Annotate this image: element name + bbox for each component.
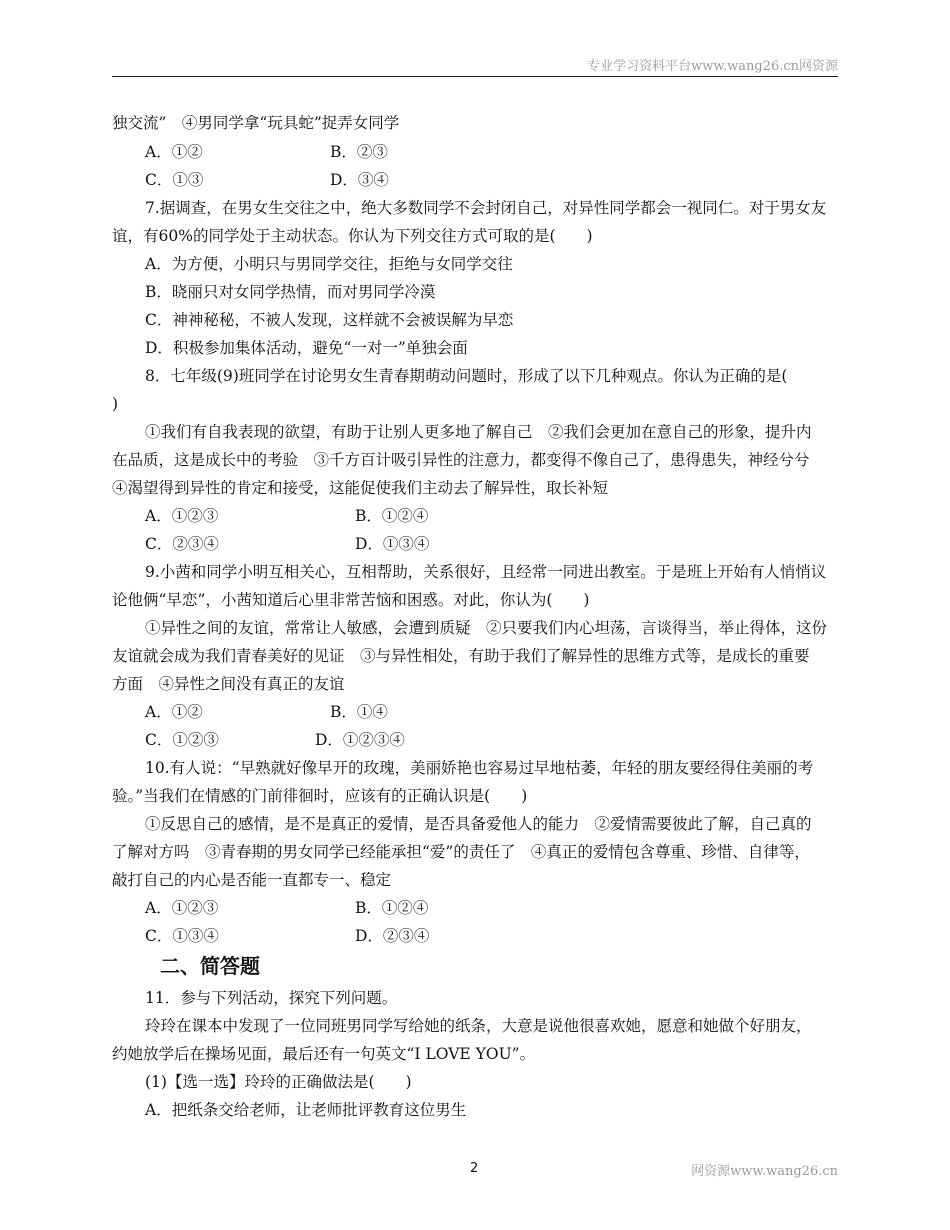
text-line: ①我们有自我表现的欲望，有助于让别人更多地了解自己 ②我们会更加在意自己的形象，提升内	[145, 423, 812, 441]
sub-question: (1)【选一选】玲玲的正确做法是( )	[145, 1073, 412, 1091]
text-line: 论他俩“早恋”，小茜知道后心里非常苦恼和困惑。对此，你认为( )	[112, 591, 590, 609]
q7-option-a: A．为方便，小明只与男同学交往，拒绝与女同学交往	[145, 255, 513, 273]
text-line: 在品质，这是成长中的考验 ③千方百计吸引异性的注意力，都变得不像自己了，患得患失，神经兮兮	[112, 451, 810, 469]
q7-option-d: D．积极参加集体活动，避免“一对一”单独会面	[145, 339, 468, 357]
text-line: )	[112, 395, 119, 413]
question-9: 9.小茜和同学小明互相关心，互相帮助，关系很好，且经常一同进出教室。于是班上开始有人悄悄议	[145, 563, 827, 581]
question-8: 8．七年级(9)班同学在讨论男女生青春期萌动问题时，形成了以下几种观点。你认为正确的是(	[145, 367, 788, 385]
q9-option-c: C．①②③	[145, 731, 219, 749]
header-rule	[112, 76, 838, 77]
q6-option-a: A．①②	[145, 143, 203, 161]
q7-option-b: B．晓丽只对女同学热情，而对男同学冷漠	[145, 283, 436, 301]
text-line: 友谊就会成为我们青春美好的见证 ③与异性相处，有助于我们了解异性的思维方式等，是成长的重要	[112, 647, 810, 665]
text-line: ④渴望得到异性的肯定和接受，这能促使我们主动去了解异性，取长补短	[112, 479, 609, 497]
q9-option-a: A．①②	[145, 703, 203, 721]
question-7: 7.据调查，在男女生交往之中，绝大多数同学不会封闭自己，对异性同学都会一视同仁。对于男女友	[145, 199, 827, 217]
text-line: 方面 ④异性之间没有真正的友谊	[112, 675, 345, 693]
q7-option-c: C．神神秘秘，不被人发现，这样就不会被误解为早恋	[145, 311, 514, 329]
text-line: 了解对方吗 ③青春期的男女同学已经能承担“爱”的责任了 ④真正的爱情包含尊重、珍惜、自律等，	[112, 843, 810, 861]
q6-option-b: B．②③	[330, 143, 388, 161]
q8-option-b: B．①②④	[355, 507, 429, 525]
text-line: 玲玲在课本中发现了一位同班男同学写给她的纸条，大意是说他很喜欢她，愿意和她做个好朋友，	[145, 1017, 812, 1035]
text-line: ①反思自己的感情，是不是真正的爱情，是否具备爱他人的能力 ②爱情需要彼此了解，自己真的	[145, 815, 812, 833]
q8-option-c: C．②③④	[145, 535, 219, 553]
q10-option-b: B．①②④	[355, 899, 429, 917]
q10-option-c: C．①③④	[145, 927, 219, 945]
q6-option-c: C．①③	[145, 171, 204, 189]
section-heading: 二、简答题	[160, 954, 260, 978]
text-line: 验。”当我们在情感的门前徘徊时，应该有的正确认识是( )	[112, 787, 528, 805]
text-line: 敲打自己的内心是否能一直都专一、稳定	[112, 871, 392, 889]
q9-option-d: D．①②③④	[315, 731, 405, 749]
q6-option-d: D．③④	[330, 171, 389, 189]
q10-option-a: A．①②③	[145, 899, 219, 917]
q8-option-a: A．①②③	[145, 507, 219, 525]
text-line: 独交流” ④男同学拿“玩具蛇”捉弄女同学	[112, 114, 400, 132]
header-source: 专业学习资料平台www.wang26.cn网资源	[587, 59, 838, 74]
text-line: ①异性之间的友谊，常常让人敏感，会遭到质疑 ②只要我们内心坦荡，言谈得当，举止得体，这份	[145, 619, 828, 637]
footer-source: 网资源www.wang26.cn	[691, 1164, 838, 1179]
q8-option-d: D．①③④	[355, 535, 430, 553]
text-line: 谊，有60%的同学处于主动状态。你认为下列交往方式可取的是( )	[112, 227, 593, 245]
q9-option-b: B．①④	[330, 703, 388, 721]
question-11: 11．参与下列活动，探究下列问题。	[145, 989, 398, 1007]
q10-option-d: D．②③④	[355, 927, 430, 945]
question-10: 10.有人说：“早熟就好像早开的玫瑰，美丽娇艳也容易过早地枯萎，年轻的朋友要经得住美丽的考	[145, 759, 814, 777]
page-number: 2	[470, 1161, 479, 1176]
q11-option-a: A．把纸条交给老师，让老师批评教育这位男生	[145, 1101, 467, 1119]
text-line: 约她放学后在操场见面，最后还有一句英文“I LOVE YOU”。	[112, 1045, 536, 1063]
